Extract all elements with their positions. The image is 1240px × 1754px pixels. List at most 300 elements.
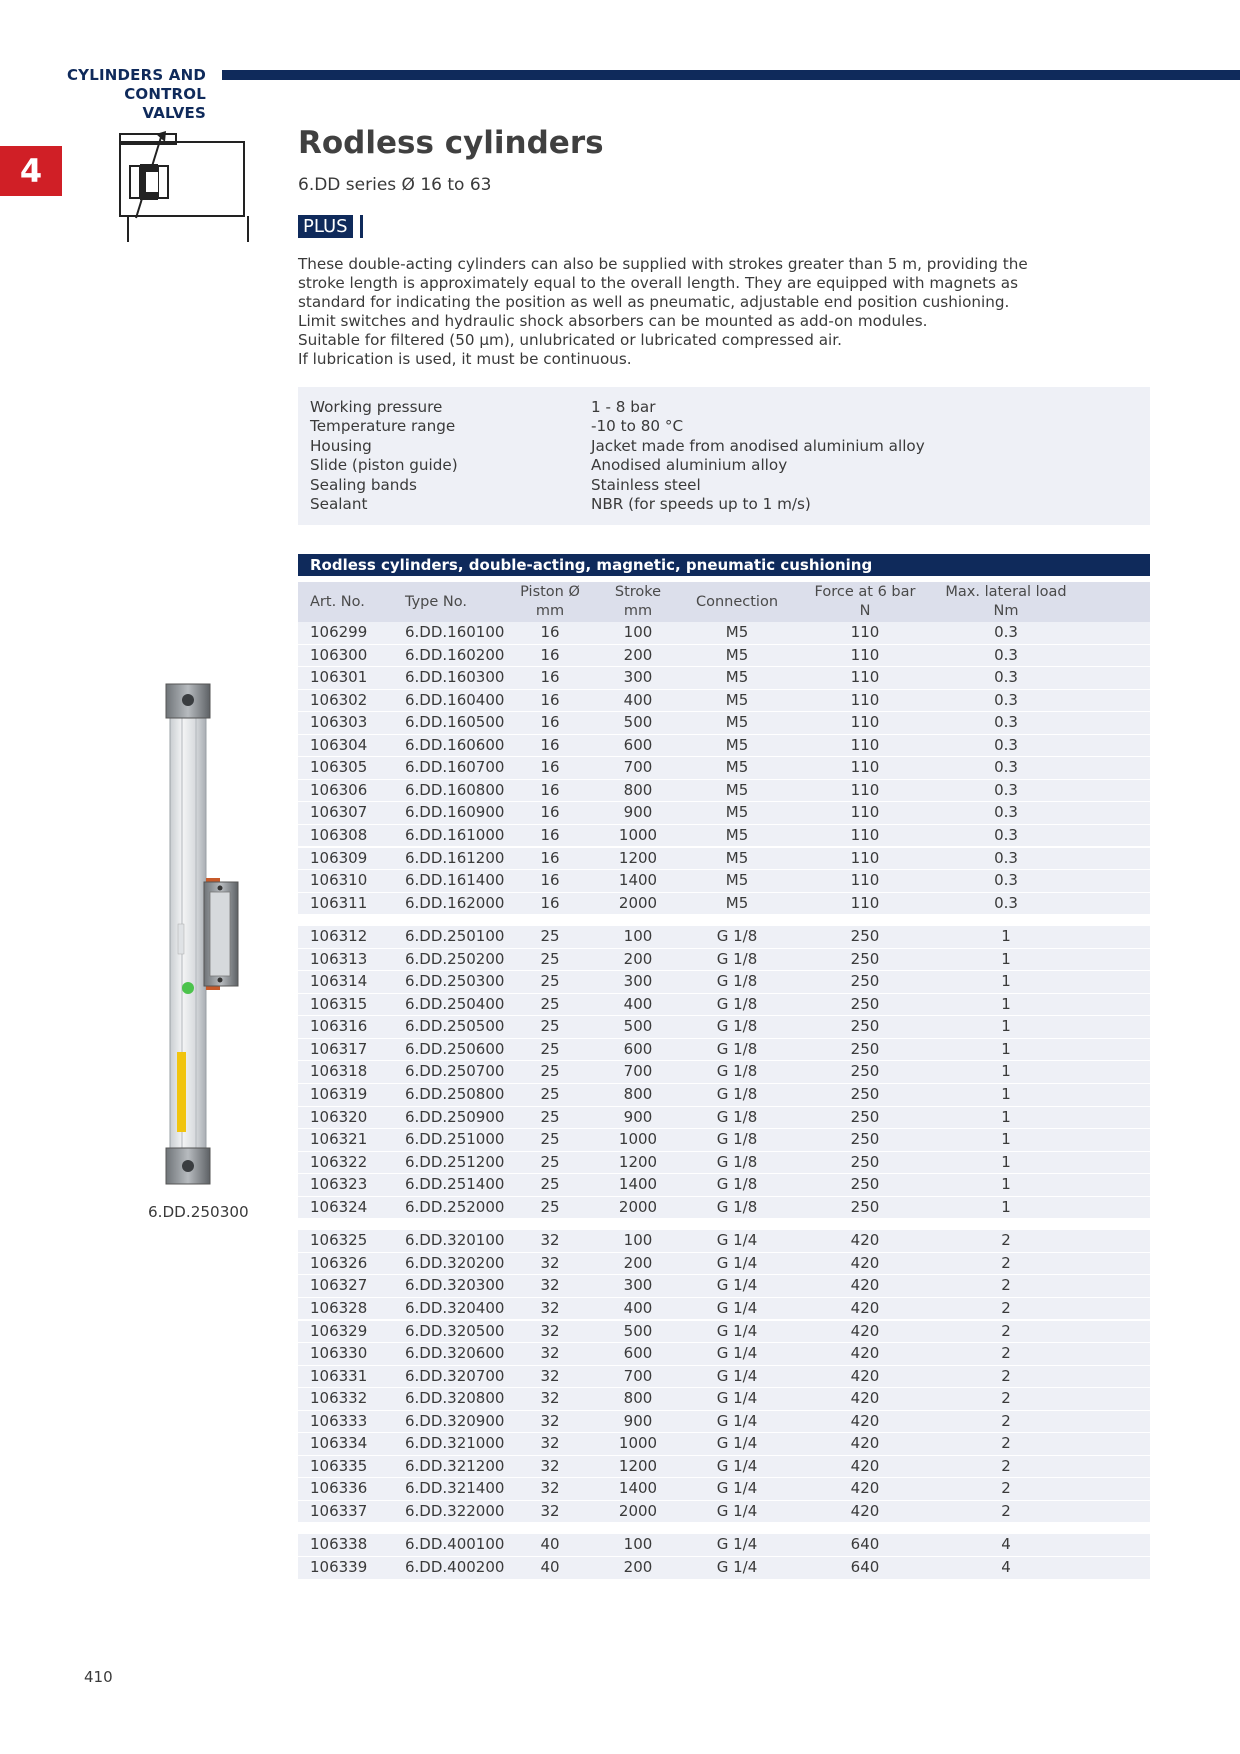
cell-type-no: 6.DD.160300	[405, 668, 505, 687]
cell-stroke: 200	[623, 1558, 653, 1576]
table-row	[298, 1039, 1150, 1061]
cell-lateral-load: 1	[1001, 1039, 1011, 1058]
cell-force: 640	[850, 1535, 880, 1554]
cell-stroke: 300	[623, 972, 653, 991]
spec-value: 1 - 8 bar	[591, 398, 656, 416]
cell-stroke: 500	[623, 1017, 653, 1036]
cell-lateral-load: 1	[1001, 1085, 1011, 1103]
cell-connection: G 1/8	[716, 1062, 758, 1081]
cell-piston: 25	[540, 1197, 560, 1216]
cell-type-no: 6.DD.400200	[405, 1558, 505, 1576]
cell-stroke: 800	[623, 1085, 653, 1103]
cell-lateral-load: 0.3	[994, 893, 1018, 912]
table-row	[298, 1197, 1150, 1219]
cell-force: 110	[850, 690, 880, 709]
cell-art-no: 106334	[310, 1434, 368, 1453]
section-label	[58, 66, 206, 123]
page-number: 410	[84, 1668, 113, 1686]
cell-connection: G 1/8	[716, 994, 758, 1013]
cell-type-no: 6.DD.320800	[405, 1389, 505, 1408]
cell-lateral-load: 0.3	[994, 623, 1018, 641]
cell-lateral-load: 1	[1001, 1107, 1011, 1126]
table-row	[298, 1534, 1150, 1556]
cell-art-no: 106332	[310, 1389, 368, 1408]
cell-force: 420	[850, 1231, 880, 1250]
cell-connection: M5	[725, 623, 749, 641]
intro-paragraph: These double-acting cylinders can also be supplied with strokes greater than 5 m, providing the stroke length is approximately equal to the overall length. They are equipped with magnets as standard for indicating the position as well as pneumatic, adjustable end position cushioning. Limit switches and hydraulic shock absorbers can be mounted as add-on modules.	[298, 255, 1028, 330]
table-title-text: Rodless cylinders, double-acting, magnetic, pneumatic cushioning	[310, 556, 873, 574]
cell-art-no: 106329	[310, 1321, 368, 1340]
cell-piston: 25	[540, 1130, 560, 1149]
table-row	[298, 1557, 1150, 1579]
cell-stroke: 700	[623, 758, 653, 777]
cell-stroke: 800	[623, 1389, 653, 1408]
cell-force: 110	[850, 735, 880, 754]
cell-type-no: 6.DD.250900	[405, 1107, 505, 1126]
cell-lateral-load: 2	[1001, 1253, 1011, 1272]
cell-lateral-load: 2	[1001, 1321, 1011, 1340]
cell-force: 420	[850, 1456, 880, 1475]
cell-lateral-load: 0.3	[994, 668, 1018, 687]
cell-type-no: 6.DD.320100	[405, 1231, 505, 1250]
cell-lateral-load: 1	[1001, 1175, 1011, 1194]
header-lateral-unit: Nm	[993, 603, 1019, 619]
cell-connection: M5	[725, 780, 749, 799]
cell-art-no: 106324	[310, 1197, 368, 1216]
cell-connection: G 1/8	[716, 972, 758, 991]
cylinder-symbol-icon	[112, 130, 264, 245]
cell-type-no: 6.DD.250300	[405, 972, 505, 991]
cell-piston: 25	[540, 1039, 560, 1058]
intro-paragraph: Suitable for filtered (50 µm), unlubricated or lubricated compressed air.	[298, 331, 842, 349]
cell-art-no: 106326	[310, 1253, 368, 1272]
header-piston-unit: mm	[535, 603, 565, 619]
header-force-label: Force at 6 bar	[814, 584, 916, 600]
cell-force: 110	[850, 713, 880, 732]
rodless-cylinder-image	[160, 682, 250, 1192]
cell-art-no: 106302	[310, 690, 368, 709]
cell-type-no: 6.DD.160900	[405, 803, 505, 822]
spec-label: Slide (piston guide)	[310, 456, 458, 475]
cell-piston: 32	[540, 1253, 560, 1272]
cell-stroke: 1000	[618, 825, 658, 844]
cell-stroke: 1400	[618, 1479, 658, 1498]
cell-piston: 16	[540, 668, 560, 687]
cell-connection: G 1/8	[716, 1107, 758, 1126]
cell-type-no: 6.DD.251200	[405, 1152, 505, 1171]
cell-stroke: 800	[623, 780, 653, 799]
spec-value: Jacket made from anodised aluminium alloy	[591, 436, 925, 455]
cell-art-no: 106335	[310, 1456, 368, 1475]
table-row	[298, 780, 1150, 802]
spec-label: Housing	[310, 436, 372, 455]
cell-type-no: 6.DD.250100	[405, 927, 505, 946]
cell-piston: 32	[540, 1366, 560, 1385]
cell-stroke: 700	[623, 1062, 653, 1081]
cell-art-no: 106333	[310, 1411, 368, 1430]
cell-piston: 32	[540, 1276, 560, 1295]
cell-stroke: 1400	[618, 1175, 658, 1194]
cell-connection: G 1/4	[716, 1434, 758, 1453]
cell-lateral-load: 1	[1001, 972, 1011, 991]
table-row	[298, 825, 1150, 847]
table-row	[298, 735, 1150, 757]
cell-type-no: 6.DD.322000	[405, 1501, 505, 1520]
cell-force: 110	[850, 623, 880, 641]
table-row	[298, 949, 1150, 971]
cell-connection: M5	[725, 893, 749, 912]
cell-piston: 25	[540, 1175, 560, 1194]
cell-stroke: 1200	[618, 848, 658, 867]
cell-piston: 16	[540, 758, 560, 777]
spec-value: Anodised aluminium alloy	[591, 456, 788, 475]
table-row	[298, 712, 1150, 734]
cell-lateral-load: 1	[1001, 927, 1011, 946]
cell-art-no: 106331	[310, 1366, 368, 1385]
cell-force: 420	[850, 1366, 880, 1385]
header-lateral-label: Max. lateral load	[945, 584, 1067, 600]
cell-connection: G 1/4	[716, 1558, 758, 1576]
cell-piston: 25	[540, 1017, 560, 1036]
cell-force: 250	[850, 972, 880, 991]
cell-art-no: 106316	[310, 1017, 368, 1036]
table-row	[298, 1478, 1150, 1500]
cell-art-no: 106318	[310, 1062, 368, 1081]
cell-piston: 32	[540, 1298, 560, 1317]
cell-connection: G 1/4	[716, 1344, 758, 1363]
cell-connection: G 1/4	[716, 1479, 758, 1498]
cell-lateral-load: 2	[1001, 1298, 1011, 1317]
header-piston-label: Piston Ø	[520, 584, 580, 600]
cell-stroke: 100	[623, 623, 653, 641]
cell-piston: 25	[540, 1107, 560, 1126]
cell-stroke: 200	[623, 1253, 653, 1272]
cell-art-no: 106306	[310, 780, 368, 799]
cell-force: 420	[850, 1501, 880, 1520]
table-row	[298, 870, 1150, 892]
cell-art-no: 106322	[310, 1152, 368, 1171]
cell-force: 250	[850, 1039, 880, 1058]
cell-piston: 32	[540, 1344, 560, 1363]
cell-connection: G 1/8	[716, 1175, 758, 1194]
cell-force: 110	[850, 848, 880, 867]
cell-connection: G 1/8	[716, 1039, 758, 1058]
cell-art-no: 106308	[310, 825, 368, 844]
spec-label: Sealing bands	[310, 475, 417, 494]
header-connection: Connection	[695, 594, 779, 610]
cell-connection: G 1/4	[716, 1231, 758, 1250]
cell-piston: 32	[540, 1411, 560, 1430]
cell-type-no: 6.DD.252000	[405, 1197, 505, 1216]
cell-connection: M5	[725, 848, 749, 867]
cell-art-no: 106313	[310, 949, 368, 968]
cell-art-no: 106328	[310, 1298, 368, 1317]
table-row	[298, 1501, 1150, 1523]
cell-lateral-load: 2	[1001, 1411, 1011, 1430]
table-row	[298, 1343, 1150, 1365]
cell-force: 420	[850, 1298, 880, 1317]
cell-lateral-load: 2	[1001, 1434, 1011, 1453]
cell-piston: 16	[540, 871, 560, 890]
cell-piston: 16	[540, 645, 560, 664]
table-row	[298, 1107, 1150, 1129]
cell-piston: 25	[540, 927, 560, 946]
cell-art-no: 106320	[310, 1107, 368, 1126]
cell-type-no: 6.DD.161200	[405, 848, 505, 867]
cell-art-no: 106315	[310, 994, 368, 1013]
cell-stroke: 900	[623, 1411, 653, 1430]
cell-connection: G 1/8	[716, 1130, 758, 1149]
cell-connection: M5	[725, 645, 749, 664]
cell-force: 110	[850, 825, 880, 844]
cell-connection: G 1/8	[716, 1197, 758, 1216]
cell-stroke: 1200	[618, 1456, 658, 1475]
cell-force: 250	[850, 1017, 880, 1036]
cell-force: 250	[850, 1062, 880, 1081]
table-row	[298, 1321, 1150, 1343]
cell-art-no: 106301	[310, 668, 368, 687]
cell-connection: G 1/4	[716, 1366, 758, 1385]
cell-lateral-load: 0.3	[994, 735, 1018, 754]
cell-lateral-load: 2	[1001, 1479, 1011, 1498]
table-row	[298, 1275, 1150, 1297]
header-stroke-unit: mm	[623, 603, 653, 619]
cell-type-no: 6.DD.320900	[405, 1411, 505, 1430]
table-row	[298, 994, 1150, 1016]
cell-type-no: 6.DD.400100	[405, 1535, 505, 1554]
cell-type-no: 6.DD.250700	[405, 1062, 505, 1081]
cell-stroke: 1000	[618, 1434, 658, 1453]
cell-force: 420	[850, 1344, 880, 1363]
cell-art-no: 106323	[310, 1175, 368, 1194]
cell-connection: G 1/8	[716, 1152, 758, 1171]
cell-type-no: 6.DD.250600	[405, 1039, 505, 1058]
cell-lateral-load: 0.3	[994, 780, 1018, 799]
chapter-tab: 4	[0, 146, 62, 196]
cell-connection: M5	[725, 668, 749, 687]
plus-badge: PLUS	[298, 215, 353, 238]
cell-piston: 32	[540, 1501, 560, 1520]
cell-stroke: 100	[623, 927, 653, 946]
cell-force: 250	[850, 1197, 880, 1216]
cell-type-no: 6.DD.160200	[405, 645, 505, 664]
cell-piston: 16	[540, 690, 560, 709]
cell-piston: 32	[540, 1389, 560, 1408]
cell-art-no: 106305	[310, 758, 368, 777]
header-art-no: Art. No.	[310, 594, 365, 610]
cell-connection: G 1/4	[716, 1321, 758, 1340]
cell-connection: G 1/8	[716, 1017, 758, 1036]
cell-stroke: 200	[623, 949, 653, 968]
cell-piston: 16	[540, 803, 560, 822]
table-row	[298, 645, 1150, 667]
cell-type-no: 6.DD.320200	[405, 1253, 505, 1272]
cell-art-no: 106327	[310, 1276, 368, 1295]
cell-stroke: 600	[623, 1039, 653, 1058]
spec-label: Sealant	[310, 495, 368, 513]
cell-stroke: 700	[623, 1366, 653, 1385]
cell-connection: G 1/4	[716, 1253, 758, 1272]
cell-art-no: 106309	[310, 848, 368, 867]
cell-stroke: 600	[623, 1344, 653, 1363]
cell-connection: M5	[725, 758, 749, 777]
cell-force: 640	[850, 1558, 880, 1576]
cell-force: 250	[850, 927, 880, 946]
spec-label: Temperature range	[310, 417, 456, 436]
cell-force: 110	[850, 803, 880, 822]
section-label-line1: CYLINDERS AND	[66, 66, 206, 84]
spec-label: Working pressure	[310, 398, 443, 416]
cell-connection: G 1/4	[716, 1411, 758, 1430]
table-row	[298, 971, 1150, 993]
cell-connection: M5	[725, 690, 749, 709]
cell-piston: 25	[540, 1085, 560, 1103]
cell-connection: G 1/8	[716, 1085, 758, 1103]
cell-type-no: 6.DD.160400	[405, 690, 505, 709]
cell-lateral-load: 1	[1001, 1130, 1011, 1149]
cell-piston: 40	[540, 1558, 560, 1576]
cell-piston: 25	[540, 1062, 560, 1081]
cell-type-no: 6.DD.160500	[405, 713, 505, 732]
cell-stroke: 200	[623, 645, 653, 664]
table-row	[298, 1016, 1150, 1038]
cell-stroke: 2000	[618, 893, 658, 912]
cell-art-no: 106330	[310, 1344, 368, 1363]
cell-stroke: 2000	[618, 1501, 658, 1520]
cell-force: 110	[850, 668, 880, 687]
cell-connection: G 1/4	[716, 1501, 758, 1520]
cell-lateral-load: 2	[1001, 1389, 1011, 1408]
table-row	[298, 622, 1150, 644]
cell-piston: 16	[540, 848, 560, 867]
cell-force: 420	[850, 1411, 880, 1430]
cell-stroke: 500	[623, 713, 653, 732]
cell-lateral-load: 1	[1001, 1062, 1011, 1081]
cell-piston: 32	[540, 1231, 560, 1250]
cell-type-no: 6.DD.250800	[405, 1085, 505, 1103]
cell-lateral-load: 0.3	[994, 690, 1018, 709]
cell-piston: 25	[540, 972, 560, 991]
cell-type-no: 6.DD.320600	[405, 1344, 505, 1363]
header-stroke-label: Stroke	[614, 584, 662, 600]
cell-piston: 32	[540, 1456, 560, 1475]
table-row	[298, 802, 1150, 824]
cell-lateral-load: 0.3	[994, 803, 1018, 822]
cell-piston: 16	[540, 780, 560, 799]
cell-art-no: 106325	[310, 1231, 368, 1250]
table-row	[298, 1456, 1150, 1478]
cell-type-no: 6.DD.251400	[405, 1175, 505, 1194]
spec-value: -10 to 80 °C	[591, 417, 684, 436]
cell-force: 110	[850, 758, 880, 777]
spec-value: Stainless steel	[591, 475, 701, 494]
table-row	[298, 926, 1150, 948]
cell-type-no: 6.DD.320400	[405, 1298, 505, 1317]
cell-force: 250	[850, 1085, 880, 1103]
cell-piston: 16	[540, 713, 560, 732]
cell-stroke: 1200	[618, 1152, 658, 1171]
table-row	[298, 667, 1150, 689]
cell-type-no: 6.DD.321200	[405, 1456, 505, 1475]
table-row	[298, 1433, 1150, 1455]
cell-connection: G 1/8	[716, 927, 758, 946]
table-row	[298, 1129, 1150, 1151]
cell-force: 250	[850, 1152, 880, 1171]
cell-type-no: 6.DD.160600	[405, 735, 505, 754]
cell-art-no: 106337	[310, 1501, 368, 1520]
cell-lateral-load: 1	[1001, 994, 1011, 1013]
cell-force: 250	[850, 1107, 880, 1126]
header-force-unit: N	[859, 603, 871, 619]
cell-art-no: 106312	[310, 927, 368, 946]
cell-art-no: 106311	[310, 893, 368, 912]
cell-type-no: 6.DD.160800	[405, 780, 505, 799]
intro-paragraph: If lubrication is used, it must be continuous.	[298, 350, 632, 368]
cell-piston: 40	[540, 1535, 560, 1554]
table-row	[298, 1388, 1150, 1410]
cell-type-no: 6.DD.250400	[405, 994, 505, 1013]
cell-lateral-load: 1	[1001, 1152, 1011, 1171]
cell-art-no: 106338	[310, 1535, 368, 1554]
table-row	[298, 1084, 1150, 1106]
table-body	[298, 0, 1150, 1754]
cell-piston: 16	[540, 623, 560, 641]
cell-art-no: 106317	[310, 1039, 368, 1058]
cell-stroke: 100	[623, 1231, 653, 1250]
cell-piston: 16	[540, 893, 560, 912]
cell-lateral-load: 0.3	[994, 848, 1018, 867]
table-row	[298, 690, 1150, 712]
cell-art-no: 106319	[310, 1085, 368, 1103]
cell-stroke: 500	[623, 1321, 653, 1340]
cell-art-no: 106321	[310, 1130, 368, 1149]
cell-connection: G 1/8	[716, 949, 758, 968]
table-row	[298, 1366, 1150, 1388]
table-row	[298, 1230, 1150, 1252]
cell-connection: M5	[725, 871, 749, 890]
table-row	[298, 1174, 1150, 1196]
table-row	[298, 893, 1150, 915]
cell-lateral-load: 2	[1001, 1344, 1011, 1363]
table-row	[298, 848, 1150, 870]
cell-lateral-load: 2	[1001, 1366, 1011, 1385]
cell-type-no: 6.DD.320500	[405, 1321, 505, 1340]
cell-connection: M5	[725, 713, 749, 732]
cell-type-no: 6.DD.161000	[405, 825, 505, 844]
cell-stroke: 400	[623, 1298, 653, 1317]
cell-lateral-load: 0.3	[994, 825, 1018, 844]
table-row	[298, 1152, 1150, 1174]
cell-piston: 32	[540, 1434, 560, 1453]
cell-stroke: 300	[623, 668, 653, 687]
cell-lateral-load: 4	[1001, 1535, 1011, 1554]
cell-lateral-load: 2	[1001, 1501, 1011, 1520]
table-row	[298, 1298, 1150, 1320]
cell-stroke: 2000	[618, 1197, 658, 1216]
cell-lateral-load: 0.3	[994, 713, 1018, 732]
section-label-line2: CONTROL VALVES	[124, 85, 206, 122]
cell-stroke: 1400	[618, 871, 658, 890]
cell-piston: 32	[540, 1479, 560, 1498]
cell-stroke: 300	[623, 1276, 653, 1295]
cell-force: 420	[850, 1389, 880, 1408]
cell-type-no: 6.DD.250500	[405, 1017, 505, 1036]
cell-type-no: 6.DD.321000	[405, 1434, 505, 1453]
cell-connection: G 1/4	[716, 1535, 758, 1554]
cell-art-no: 106303	[310, 713, 368, 732]
cell-lateral-load: 0.3	[994, 758, 1018, 777]
cell-force: 110	[850, 893, 880, 912]
